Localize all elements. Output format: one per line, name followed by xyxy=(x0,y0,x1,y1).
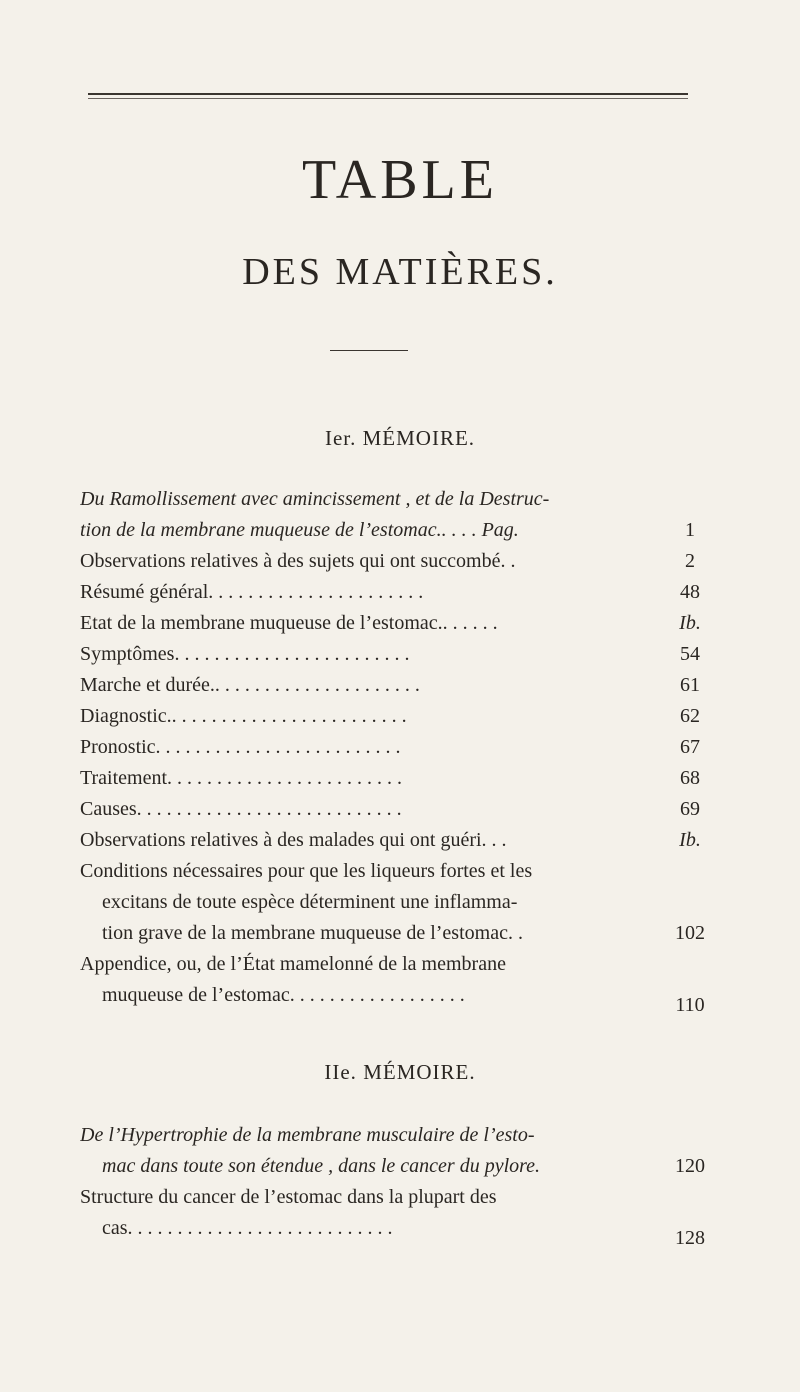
page-number: 68 xyxy=(680,767,700,789)
page-number: 69 xyxy=(680,798,700,820)
page-number: Ib. xyxy=(679,829,701,851)
page-number: 128 xyxy=(675,1227,705,1249)
page-number: Ib. xyxy=(679,612,701,634)
entry-line: Etat de la membrane muqueuse de l’estomac.. . . . . . xyxy=(80,612,498,634)
section-heading-second-memoir xyxy=(0,1060,800,1085)
section-heading-first-memoir xyxy=(0,426,800,451)
entry-line: Conditions nécessaires pour que les liqueurs fortes et les xyxy=(80,860,533,882)
entry-line: excitans de toute espèce déterminent une inflamma- xyxy=(102,891,518,913)
toc-entry xyxy=(80,825,640,856)
entry-line: cas. . . . . . . . . . . . . . . . . . . . . . . . . . . xyxy=(102,1217,393,1239)
top-double-rule xyxy=(88,93,688,95)
toc-entry xyxy=(80,670,640,701)
toc-entry xyxy=(80,856,640,949)
toc-entry xyxy=(80,577,640,608)
page-number: 1 xyxy=(685,519,695,541)
entry-line: Résumé général. . . . . . . . . . . . . . . . . . . . . . xyxy=(80,581,424,603)
page-number: 62 xyxy=(680,705,700,727)
toc-entry xyxy=(80,732,640,763)
entry-line: Observations relatives à des malades qui ont guéri. . . xyxy=(80,829,507,851)
page-number: 2 xyxy=(685,550,695,572)
entry-line: Structure du cancer de l’estomac dans la plupart des xyxy=(80,1186,497,1208)
toc-entry xyxy=(80,546,640,577)
section-label: MÉMOIRE. xyxy=(363,1060,476,1084)
page-number: 110 xyxy=(675,994,705,1016)
section-number: Ier. xyxy=(324,426,357,450)
entry-line: De l’Hypertrophie de la membrane musculaire de l’esto- xyxy=(80,1124,535,1146)
top-thin-rule xyxy=(88,98,688,99)
entry-line: Du Ramollissement avec amincissement , et de la Destruc- xyxy=(80,488,550,510)
entry-line: Traitement. . . . . . . . . . . . . . . . . . . . . . . . xyxy=(80,767,403,789)
page-number: 102 xyxy=(675,922,705,944)
entry-line: Appendice, ou, de l’État mamelonné de la membrane xyxy=(80,953,506,975)
toc-entry xyxy=(80,1120,640,1182)
page-number: 67 xyxy=(680,736,700,758)
entry-line: Pronostic. . . . . . . . . . . . . . . . . . . . . . . . . xyxy=(80,736,401,758)
page-title: TABLE xyxy=(302,149,498,211)
entry-line: mac dans toute son étendue , dans le cancer du pylore. xyxy=(102,1155,541,1177)
toc-entry xyxy=(80,608,640,639)
entry-line: tion grave de la membrane muqueuse de l’estomac. . xyxy=(102,922,523,944)
toc-entry xyxy=(80,484,640,546)
entry-line: muqueuse de l’estomac. . . . . . . . . . . . . . . . . . xyxy=(102,984,465,1006)
entry-line: tion de la membrane muqueuse de l’estomac.. . . . Pag. xyxy=(80,519,519,541)
entry-line: Causes. . . . . . . . . . . . . . . . . . . . . . . . . . . xyxy=(80,798,402,820)
section-label: MÉMOIRE. xyxy=(362,426,476,450)
toc-entry xyxy=(80,794,640,825)
page-number: 120 xyxy=(675,1155,705,1177)
toc-entry xyxy=(80,763,640,794)
toc-entry xyxy=(80,1182,640,1244)
page-subtitle: DES MATIÈRES. xyxy=(242,251,558,293)
toc-entry xyxy=(80,949,640,1011)
entry-line: Diagnostic.. . . . . . . . . . . . . . . . . . . . . . . . xyxy=(80,705,407,727)
page-number: 54 xyxy=(680,643,700,665)
separator-rule xyxy=(330,350,408,351)
page-number: 61 xyxy=(680,674,700,696)
page-number: 48 xyxy=(680,581,700,603)
section-number: IIe. xyxy=(324,1060,357,1084)
entry-line: Marche et durée.. . . . . . . . . . . . . . . . . . . . . xyxy=(80,674,420,696)
entry-line: Symptômes. . . . . . . . . . . . . . . . . . . . . . . . xyxy=(80,643,410,665)
toc-entry xyxy=(80,639,640,670)
entry-line: Observations relatives à des sujets qui ont succombé. . xyxy=(80,550,516,572)
toc-entry xyxy=(80,701,640,732)
